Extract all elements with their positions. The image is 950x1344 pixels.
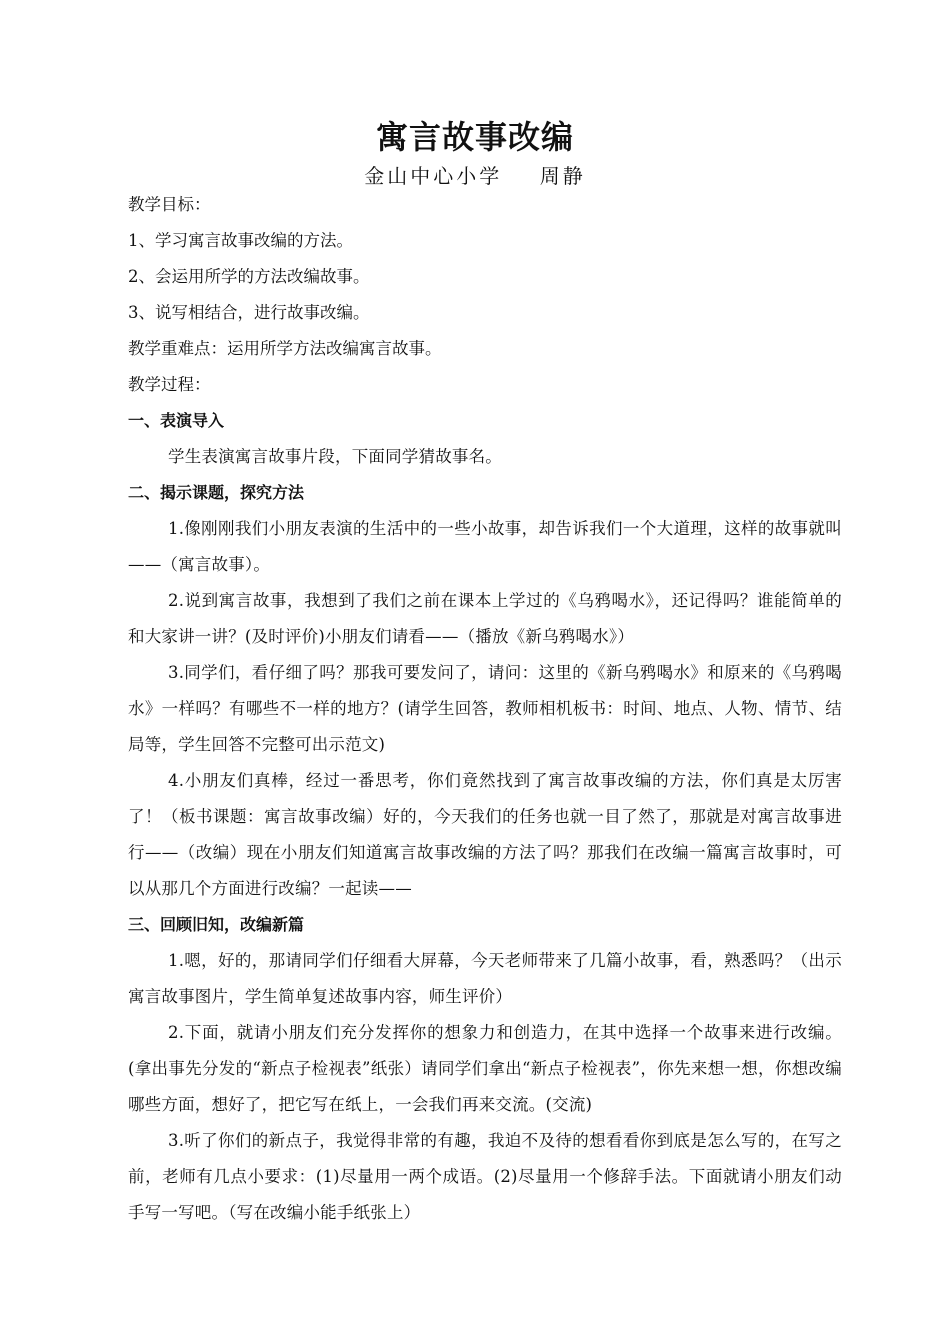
section-paragraph: 3.同学们，看仔细了吗？那我可要发问了，请问：这里的《新乌鸦喝水》和原来的《乌鸦喝水》一样吗？有哪些不一样的地方？(请学生回答，教师相机板书：时间、地点、人物、情节、结局等，学生回答不完整可出示范文)	[128, 663, 842, 754]
section-paragraph: 1.嗯，好的，那请同学们仔细看大屏幕，今天老师带来了几篇小故事，看，熟悉吗？（出示寓言故事图片，学生简单复述故事内容，师生评价）	[128, 951, 842, 1006]
objectives-label: 教学目标：	[128, 195, 211, 214]
section-heading: 二、揭示课题，探究方法	[128, 483, 305, 502]
document-title: 寓言故事改编	[375, 118, 574, 156]
section-paragraph: 2.下面，就请小朋友们充分发挥你的想象力和创造力，在其中选择一个故事来进行改编。(拿出事先分发的“新点子检视表”纸张）请同学们拿出“新点子检视表”，你先来想一想，你想改编哪些方面，想好了，把它写在纸上，一会我们再来交流。(交流)	[128, 1023, 842, 1114]
section-paragraph: 学生表演寓言故事片段，下面同学猜故事名。	[168, 447, 502, 466]
section-heading: 一、表演导入	[128, 411, 225, 430]
document-body	[128, 187, 842, 1231]
section-paragraph: 2.说到寓言故事，我想到了我们之前在课本上学过的《乌鸦喝水》，还记得吗？谁能简单的和大家讲一讲？(及时评价)小朋友们请看——（播放《新乌鸦喝水》）	[128, 591, 842, 646]
section-paragraph: 4.小朋友们真棒，经过一番思考，你们竟然找到了寓言故事改编的方法，你们真是太厉害了！（板书课题：寓言故事改编）好的，今天我们的任务也就一目了然了，那就是对寓言故事进行——（改编）现在小朋友们知道寓言故事改编的方法了吗？那我们在改编一篇寓言故事时，可以从那几个方面进行改编？一起读——	[128, 771, 842, 898]
objective-item: 2、会运用所学的方法改编故事。	[128, 267, 370, 286]
objective-item: 3、说写相结合，进行故事改编。	[128, 303, 370, 322]
author-line: 金山中心小学 周静	[364, 164, 586, 188]
section-paragraph: 3.听了你们的新点子，我觉得非常的有趣，我迫不及待的想看看你到底是怎么写的，在写之前，老师有几点小要求：(1)尽量用一两个成语。(2)尽量用一个修辞手法。下面就请小朋友们动手写一写吧。（写在改编小能手纸张上）	[128, 1131, 842, 1222]
objective-item: 1、学习寓言故事改编的方法。	[128, 231, 353, 250]
process-label: 教学过程：	[128, 375, 211, 394]
key-point: 教学重难点：运用所学方法改编寓言故事。	[128, 339, 442, 358]
section-paragraph: 1.像刚刚我们小朋友表演的生活中的一些小故事，却告诉我们一个大道理，这样的故事就叫——（寓言故事）。	[128, 519, 842, 574]
section-heading: 三、回顾旧知，改编新篇	[128, 915, 305, 934]
